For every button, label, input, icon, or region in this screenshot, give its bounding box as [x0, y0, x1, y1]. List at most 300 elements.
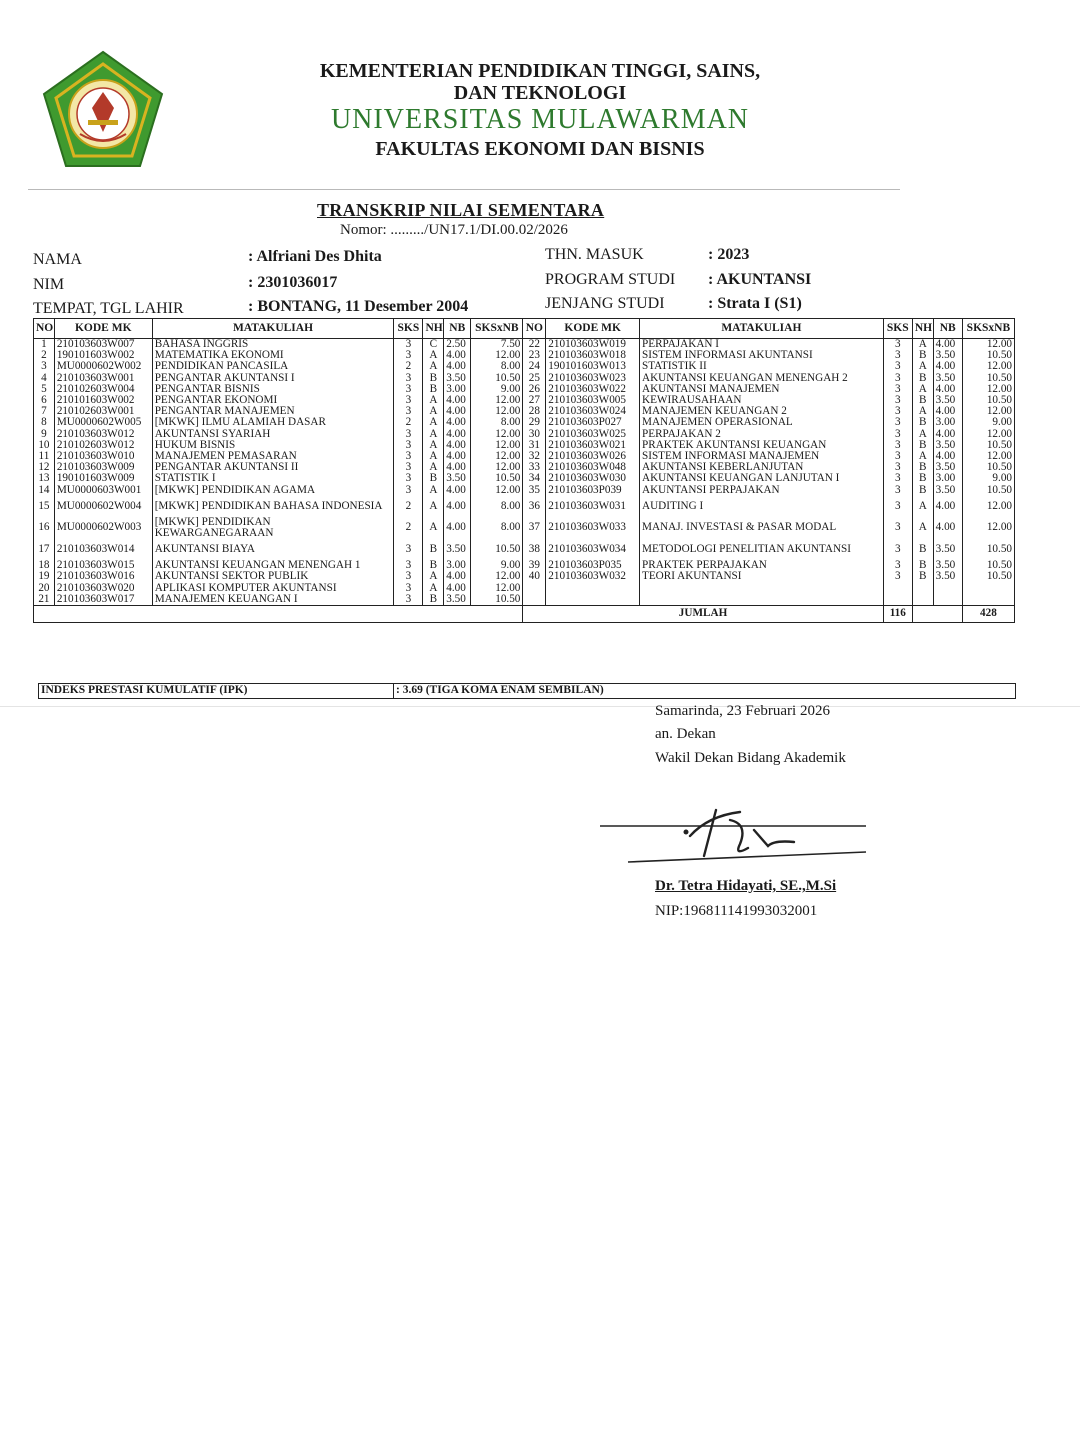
cell-nh: A: [423, 496, 444, 517]
cell-nb: 3.50: [444, 373, 471, 384]
empty-cell: [912, 594, 933, 606]
cell-sks: 3: [394, 395, 423, 406]
year-value: : 2023: [708, 246, 750, 263]
cell-skxnb: 10.50: [962, 560, 1014, 571]
year-label: THN. MASUK: [545, 246, 644, 263]
place-date: Samarinda, 23 Februari 2026: [655, 703, 830, 719]
cell-nh: A: [423, 417, 444, 428]
cell-code: 210103603W016: [54, 571, 152, 582]
cell-nh: B: [912, 417, 933, 428]
empty-cell: [883, 583, 912, 594]
program-value: : AKUNTANSI: [708, 271, 812, 288]
cell-code: 210102603W001: [54, 406, 152, 417]
cell-sks: 3: [883, 485, 912, 496]
cell-nb: 3.50: [933, 373, 962, 384]
cell-sks: 3: [394, 560, 423, 571]
cell-skxnb: 10.50: [962, 373, 1014, 384]
cell-skxnb: 12.00: [471, 462, 523, 473]
program-label: PROGRAM STUDI: [545, 271, 676, 288]
cell-sks: 3: [883, 339, 912, 351]
cell-skxnb: 12.00: [962, 451, 1014, 462]
cell-nh: A: [423, 583, 444, 594]
cell-no: 12: [34, 462, 55, 473]
cell-skxnb: 10.50: [962, 395, 1014, 406]
faculty-name: FAKULTAS EKONOMI DAN BISNIS: [375, 138, 705, 160]
empty-cell: [640, 594, 884, 606]
name-label: NAMA: [33, 251, 82, 268]
nim-value: : 2301036017: [248, 274, 338, 291]
table-row: [34, 462, 1015, 473]
table-row: [34, 517, 1015, 539]
cell-sks: 3: [394, 406, 423, 417]
cell-no: 29: [523, 417, 546, 428]
col-no: NO: [34, 319, 55, 339]
cell-skxnb: 12.00: [471, 571, 523, 582]
cell-nh: B: [912, 462, 933, 473]
empty-cell: [546, 594, 640, 606]
col-course: MATAKULIAH: [640, 319, 884, 339]
cell-sks: 3: [394, 429, 423, 440]
cell-course: AKUNTANSI PERPAJAKAN: [640, 485, 884, 496]
cell-nb: 3.50: [933, 395, 962, 406]
cell-no: 24: [523, 361, 546, 372]
cell-no: 15: [34, 496, 55, 517]
cell-skxnb: 9.00: [962, 417, 1014, 428]
cell-nb: 4.00: [933, 517, 962, 539]
cell-course: PENGANTAR BISNIS: [152, 384, 394, 395]
cell-sks: 3: [883, 496, 912, 517]
cell-code: 190101603W013: [546, 361, 640, 372]
cell-code: MU0000602W005: [54, 417, 152, 428]
cell-sks: 2: [394, 361, 423, 372]
cell-nh: B: [423, 373, 444, 384]
cell-nh: A: [423, 462, 444, 473]
cell-skxnb: 12.00: [962, 384, 1014, 395]
cell-sks: 3: [394, 384, 423, 395]
cell-nb: 4.00: [933, 451, 962, 462]
ipk-label: INDEKS PRESTASI KUMULATIF (IPK): [41, 684, 248, 696]
cell-nh: B: [423, 560, 444, 571]
jumlah-label: JUMLAH: [523, 606, 883, 623]
cell-code: MU0000602W002: [54, 361, 152, 372]
cell-no: 27: [523, 395, 546, 406]
cell-nh: A: [912, 384, 933, 395]
cell-nh: A: [423, 571, 444, 582]
cell-nh: B: [423, 473, 444, 484]
cell-nb: 4.00: [933, 496, 962, 517]
cell-sks: 3: [394, 571, 423, 582]
cell-skxnb: 12.00: [962, 496, 1014, 517]
cell-skxnb: 12.00: [471, 429, 523, 440]
cell-code: 190101603W002: [54, 350, 152, 361]
total-row: [34, 606, 1015, 623]
cell-sks: 3: [394, 583, 423, 594]
cell-nb: 4.00: [444, 429, 471, 440]
cell-code: 210103603W022: [546, 384, 640, 395]
empty-cell: [933, 583, 962, 594]
cell-no: 3: [34, 361, 55, 372]
cell-course: AKUNTANSI KEUANGAN LANJUTAN I: [640, 473, 884, 484]
cell-sks: 3: [883, 429, 912, 440]
cell-no: 31: [523, 440, 546, 451]
cell-nh: A: [423, 350, 444, 361]
cell-skxnb: 12.00: [962, 517, 1014, 539]
level-value: : Strata I (S1): [708, 295, 802, 312]
cell-nh: A: [912, 496, 933, 517]
table-header-row: [34, 319, 1015, 339]
col-sksxnb: SKSxNB: [962, 319, 1014, 339]
cell-code: 210103603W026: [546, 451, 640, 462]
col-no: NO: [523, 319, 546, 339]
col-sksxnb: SKSxNB: [471, 319, 523, 339]
cell-course: PENDIDIKAN PANCASILA: [152, 361, 394, 372]
cell-skxnb: 12.00: [962, 429, 1014, 440]
empty-cell: [912, 606, 962, 623]
cell-skxnb: 10.50: [962, 462, 1014, 473]
cell-skxnb: 9.00: [962, 473, 1014, 484]
cell-nh: A: [912, 361, 933, 372]
cell-nb: 4.00: [444, 406, 471, 417]
cell-course: KEWIRAUSAHAAN: [640, 395, 884, 406]
col-nb: NB: [444, 319, 471, 339]
cell-nh: A: [423, 440, 444, 451]
cell-nb: 4.00: [444, 395, 471, 406]
cell-nb: 4.00: [444, 583, 471, 594]
cell-skxnb: 10.50: [471, 594, 523, 606]
table-row: [34, 571, 1015, 582]
cell-nh: B: [912, 560, 933, 571]
university-seal-icon: [40, 48, 166, 174]
cell-nh: B: [912, 485, 933, 496]
empty-cell: [640, 583, 884, 594]
cell-no: 18: [34, 560, 55, 571]
cell-sks: 3: [883, 462, 912, 473]
cell-code: 210103603P039: [546, 485, 640, 496]
cell-course: [MKWK] ILMU ALAMIAH DASAR: [152, 417, 394, 428]
grades-table: [33, 318, 1015, 623]
cell-code: 210102603W004: [54, 384, 152, 395]
cell-sks: 3: [394, 451, 423, 462]
cell-no: 11: [34, 451, 55, 462]
cell-nb: 4.00: [444, 571, 471, 582]
cell-nh: B: [912, 440, 933, 451]
empty-cell: [962, 583, 1014, 594]
cell-sks: 3: [883, 517, 912, 539]
empty-cell: [912, 583, 933, 594]
cell-sks: 3: [883, 451, 912, 462]
cell-no: 40: [523, 571, 546, 582]
cell-nb: 4.00: [933, 339, 962, 351]
cell-no: 17: [34, 539, 55, 560]
cell-sks: 3: [883, 384, 912, 395]
signer-nip: NIP:196811141993032001: [655, 903, 818, 919]
signer-name: Dr. Tetra Hidayati, SE.,M.Si: [655, 878, 837, 894]
cell-code: 210103603W019: [546, 339, 640, 351]
cell-sks: 3: [394, 373, 423, 384]
cell-nh: B: [912, 350, 933, 361]
cell-skxnb: 9.00: [471, 560, 523, 571]
empty-cell: [34, 606, 523, 623]
cell-code: 190101603W009: [54, 473, 152, 484]
cell-course: AKUNTANSI MANAJEMEN: [640, 384, 884, 395]
cell-nh: B: [912, 395, 933, 406]
cell-sks: 3: [883, 571, 912, 582]
cell-code: 210103603W023: [546, 373, 640, 384]
cell-nb: 4.00: [933, 361, 962, 372]
table-row: [34, 440, 1015, 451]
cell-nh: A: [423, 485, 444, 496]
cell-code: 210103603W034: [546, 539, 640, 560]
col-course: MATAKULIAH: [152, 319, 394, 339]
level-label: JENJANG STUDI: [545, 295, 665, 312]
table-row: [34, 417, 1015, 428]
cell-course: TEORI AKUNTANSI: [640, 571, 884, 582]
cell-no: 37: [523, 517, 546, 539]
empty-cell: [523, 594, 546, 606]
cell-skxnb: 10.50: [471, 539, 523, 560]
col-code: KODE MK: [54, 319, 152, 339]
cell-code: 210103603W030: [546, 473, 640, 484]
cell-sks: 3: [394, 462, 423, 473]
table-row: [34, 594, 1015, 606]
cell-nh: A: [912, 517, 933, 539]
cell-nb: 4.00: [444, 417, 471, 428]
cell-skxnb: 10.50: [962, 350, 1014, 361]
cell-no: 21: [34, 594, 55, 606]
cell-course: PRAKTEK PERPAJAKAN: [640, 560, 884, 571]
total-sks: 116: [883, 606, 912, 623]
cell-code: 210103603W014: [54, 539, 152, 560]
cell-nb: 4.00: [933, 429, 962, 440]
cell-no: 14: [34, 485, 55, 496]
cell-sks: 3: [394, 594, 423, 606]
birth-value: : BONTANG, 11 Desember 2004: [248, 298, 469, 315]
cell-skxnb: 12.00: [962, 361, 1014, 372]
cell-sks: 3: [394, 473, 423, 484]
cell-course: APLIKASI KOMPUTER AKUNTANSI: [152, 583, 394, 594]
cell-skxnb: 10.50: [471, 373, 523, 384]
cell-code: 210103603W005: [546, 395, 640, 406]
table-row: [34, 496, 1015, 517]
cell-sks: 3: [394, 539, 423, 560]
cell-course: AKUNTANSI SYARIAH: [152, 429, 394, 440]
cell-no: 10: [34, 440, 55, 451]
cell-no: 36: [523, 496, 546, 517]
cell-skxnb: 8.00: [471, 417, 523, 428]
cell-no: 26: [523, 384, 546, 395]
table-row: [34, 560, 1015, 571]
cell-course: [MKWK] PENDIDIKAN BAHASA INDONESIA: [152, 496, 394, 517]
cell-code: 210103603W025: [546, 429, 640, 440]
cell-code: MU0000602W003: [54, 517, 152, 539]
cell-skxnb: 8.00: [471, 496, 523, 517]
cell-course: PERPAJAKAN 2: [640, 429, 884, 440]
cell-code: 210103603W012: [54, 429, 152, 440]
university-name: UNIVERSITAS MULAWARMAN: [330, 104, 750, 135]
cell-nh: B: [423, 384, 444, 395]
cell-nh: A: [423, 517, 444, 539]
cell-skxnb: 8.00: [471, 517, 523, 539]
cell-no: 16: [34, 517, 55, 539]
cell-sks: 2: [394, 417, 423, 428]
cell-course: AKUNTANSI KEUANGAN MENENGAH 1: [152, 560, 394, 571]
cell-skxnb: 10.50: [962, 485, 1014, 496]
cell-sks: 2: [394, 496, 423, 517]
cell-code: 210103603P027: [546, 417, 640, 428]
cell-code: 210103603W009: [54, 462, 152, 473]
cell-no: 28: [523, 406, 546, 417]
cell-no: 23: [523, 350, 546, 361]
cell-nh: C: [423, 339, 444, 351]
empty-cell: [933, 594, 962, 606]
cell-course: MATEMATIKA EKONOMI: [152, 350, 394, 361]
cell-no: 5: [34, 384, 55, 395]
table-row: [34, 473, 1015, 484]
cell-course: MANAJEMEN KEUANGAN 2: [640, 406, 884, 417]
cell-nb: 4.00: [444, 350, 471, 361]
cell-code: 210102603W012: [54, 440, 152, 451]
cell-nb: 3.50: [933, 571, 962, 582]
cell-nh: A: [423, 395, 444, 406]
cell-no: 13: [34, 473, 55, 484]
cell-course: STATISTIK II: [640, 361, 884, 372]
empty-cell: [523, 583, 546, 594]
cell-no: 1: [34, 339, 55, 351]
table-row: [34, 373, 1015, 384]
birth-label: TEMPAT, TGL LAHIR: [33, 300, 184, 317]
cell-code: 210101603W002: [54, 395, 152, 406]
cell-code: 210103603W018: [546, 350, 640, 361]
cell-course: [MKWK] PENDIDIKAN KEWARGANEGARAAN: [152, 517, 394, 539]
cell-nb: 3.00: [444, 560, 471, 571]
cell-course: PENGANTAR MANAJEMEN: [152, 406, 394, 417]
cell-no: 34: [523, 473, 546, 484]
cell-sks: 3: [883, 395, 912, 406]
cell-no: 22: [523, 339, 546, 351]
cell-course: AUDITING I: [640, 496, 884, 517]
cell-course: PENGANTAR EKONOMI: [152, 395, 394, 406]
cell-nb: 3.50: [444, 594, 471, 606]
col-code: KODE MK: [546, 319, 640, 339]
cell-course: [MKWK] PENDIDIKAN AGAMA: [152, 485, 394, 496]
cell-nb: 3.00: [933, 473, 962, 484]
cell-sks: 3: [883, 560, 912, 571]
table-row: [34, 539, 1015, 560]
cell-nb: 3.50: [933, 485, 962, 496]
cell-sks: 3: [394, 339, 423, 351]
cell-skxnb: 10.50: [962, 440, 1014, 451]
table-row: [34, 384, 1015, 395]
cell-no: 9: [34, 429, 55, 440]
cell-no: 25: [523, 373, 546, 384]
cell-nb: 4.00: [933, 384, 962, 395]
cell-code: 210103603W033: [546, 517, 640, 539]
cell-sks: 3: [394, 485, 423, 496]
cell-course: METODOLOGI PENELITIAN AKUNTANSI: [640, 539, 884, 560]
cell-course: AKUNTANSI BIAYA: [152, 539, 394, 560]
cell-nb: 3.50: [933, 350, 962, 361]
nim-label: NIM: [33, 276, 65, 293]
cell-code: 210103603W024: [546, 406, 640, 417]
on-behalf: an. Dekan: [655, 726, 716, 742]
cell-code: 210103603W032: [546, 571, 640, 582]
cell-sks: 3: [883, 361, 912, 372]
cell-sks: 2: [394, 517, 423, 539]
cell-nb: 3.00: [444, 384, 471, 395]
cell-nh: B: [912, 571, 933, 582]
cell-nb: 4.00: [444, 361, 471, 372]
cell-skxnb: 12.00: [962, 406, 1014, 417]
cell-skxnb: 12.00: [471, 395, 523, 406]
cell-skxnb: 12.00: [471, 485, 523, 496]
cell-course: AKUNTANSI KEBERLANJUTAN: [640, 462, 884, 473]
empty-cell: [546, 583, 640, 594]
table-row: [34, 406, 1015, 417]
cell-skxnb: 7.50: [471, 339, 523, 351]
name-value: : Alfriani Des Dhita: [248, 248, 382, 265]
ipk-row: [38, 683, 1016, 699]
document-number: Nomor: ........./UN17.1/DI.00.02/2026: [340, 222, 568, 238]
cell-code: 210103603W015: [54, 560, 152, 571]
cell-nb: 2.50: [444, 339, 471, 351]
cell-nb: 3.50: [444, 539, 471, 560]
cell-skxnb: 12.00: [471, 451, 523, 462]
table-row: [34, 451, 1015, 462]
cell-nb: 4.00: [444, 485, 471, 496]
table-row: [34, 429, 1015, 440]
cell-code: 210103603P035: [546, 560, 640, 571]
table-row: [34, 350, 1015, 361]
table-row: [34, 485, 1015, 496]
cell-nb: 4.00: [444, 517, 471, 539]
cell-course: STATISTIK I: [152, 473, 394, 484]
cell-nh: A: [912, 451, 933, 462]
cell-course: BAHASA INGGRIS: [152, 339, 394, 351]
cell-course: PRAKTEK AKUNTANSI KEUANGAN: [640, 440, 884, 451]
table-row: [34, 395, 1015, 406]
cell-skxnb: 10.50: [471, 473, 523, 484]
table-row: [34, 361, 1015, 372]
cell-nh: B: [912, 539, 933, 560]
cell-no: 33: [523, 462, 546, 473]
cell-no: 4: [34, 373, 55, 384]
cell-code: MU0000603W001: [54, 485, 152, 496]
cell-skxnb: 9.00: [471, 384, 523, 395]
cell-nb: 4.00: [444, 451, 471, 462]
cell-skxnb: 12.00: [471, 440, 523, 451]
cell-no: 8: [34, 417, 55, 428]
total-sksxnb: 428: [962, 606, 1014, 623]
cell-nb: 3.00: [933, 417, 962, 428]
cell-no: 32: [523, 451, 546, 462]
cell-nb: 3.50: [444, 473, 471, 484]
cell-course: MANAJEMEN KEUANGAN I: [152, 594, 394, 606]
cell-no: 19: [34, 571, 55, 582]
col-sks: SKS: [394, 319, 423, 339]
cell-code: 210103603W010: [54, 451, 152, 462]
cell-no: 30: [523, 429, 546, 440]
cell-code: 210103603W048: [546, 462, 640, 473]
cell-course: PENGANTAR AKUNTANSI II: [152, 462, 394, 473]
table-row: [34, 583, 1015, 594]
cell-nh: A: [912, 339, 933, 351]
header-divider: [28, 189, 900, 190]
cell-nb: 4.00: [933, 406, 962, 417]
empty-cell: [883, 594, 912, 606]
cell-code: 210103603W001: [54, 373, 152, 384]
cell-sks: 3: [883, 539, 912, 560]
empty-cell: [962, 594, 1014, 606]
